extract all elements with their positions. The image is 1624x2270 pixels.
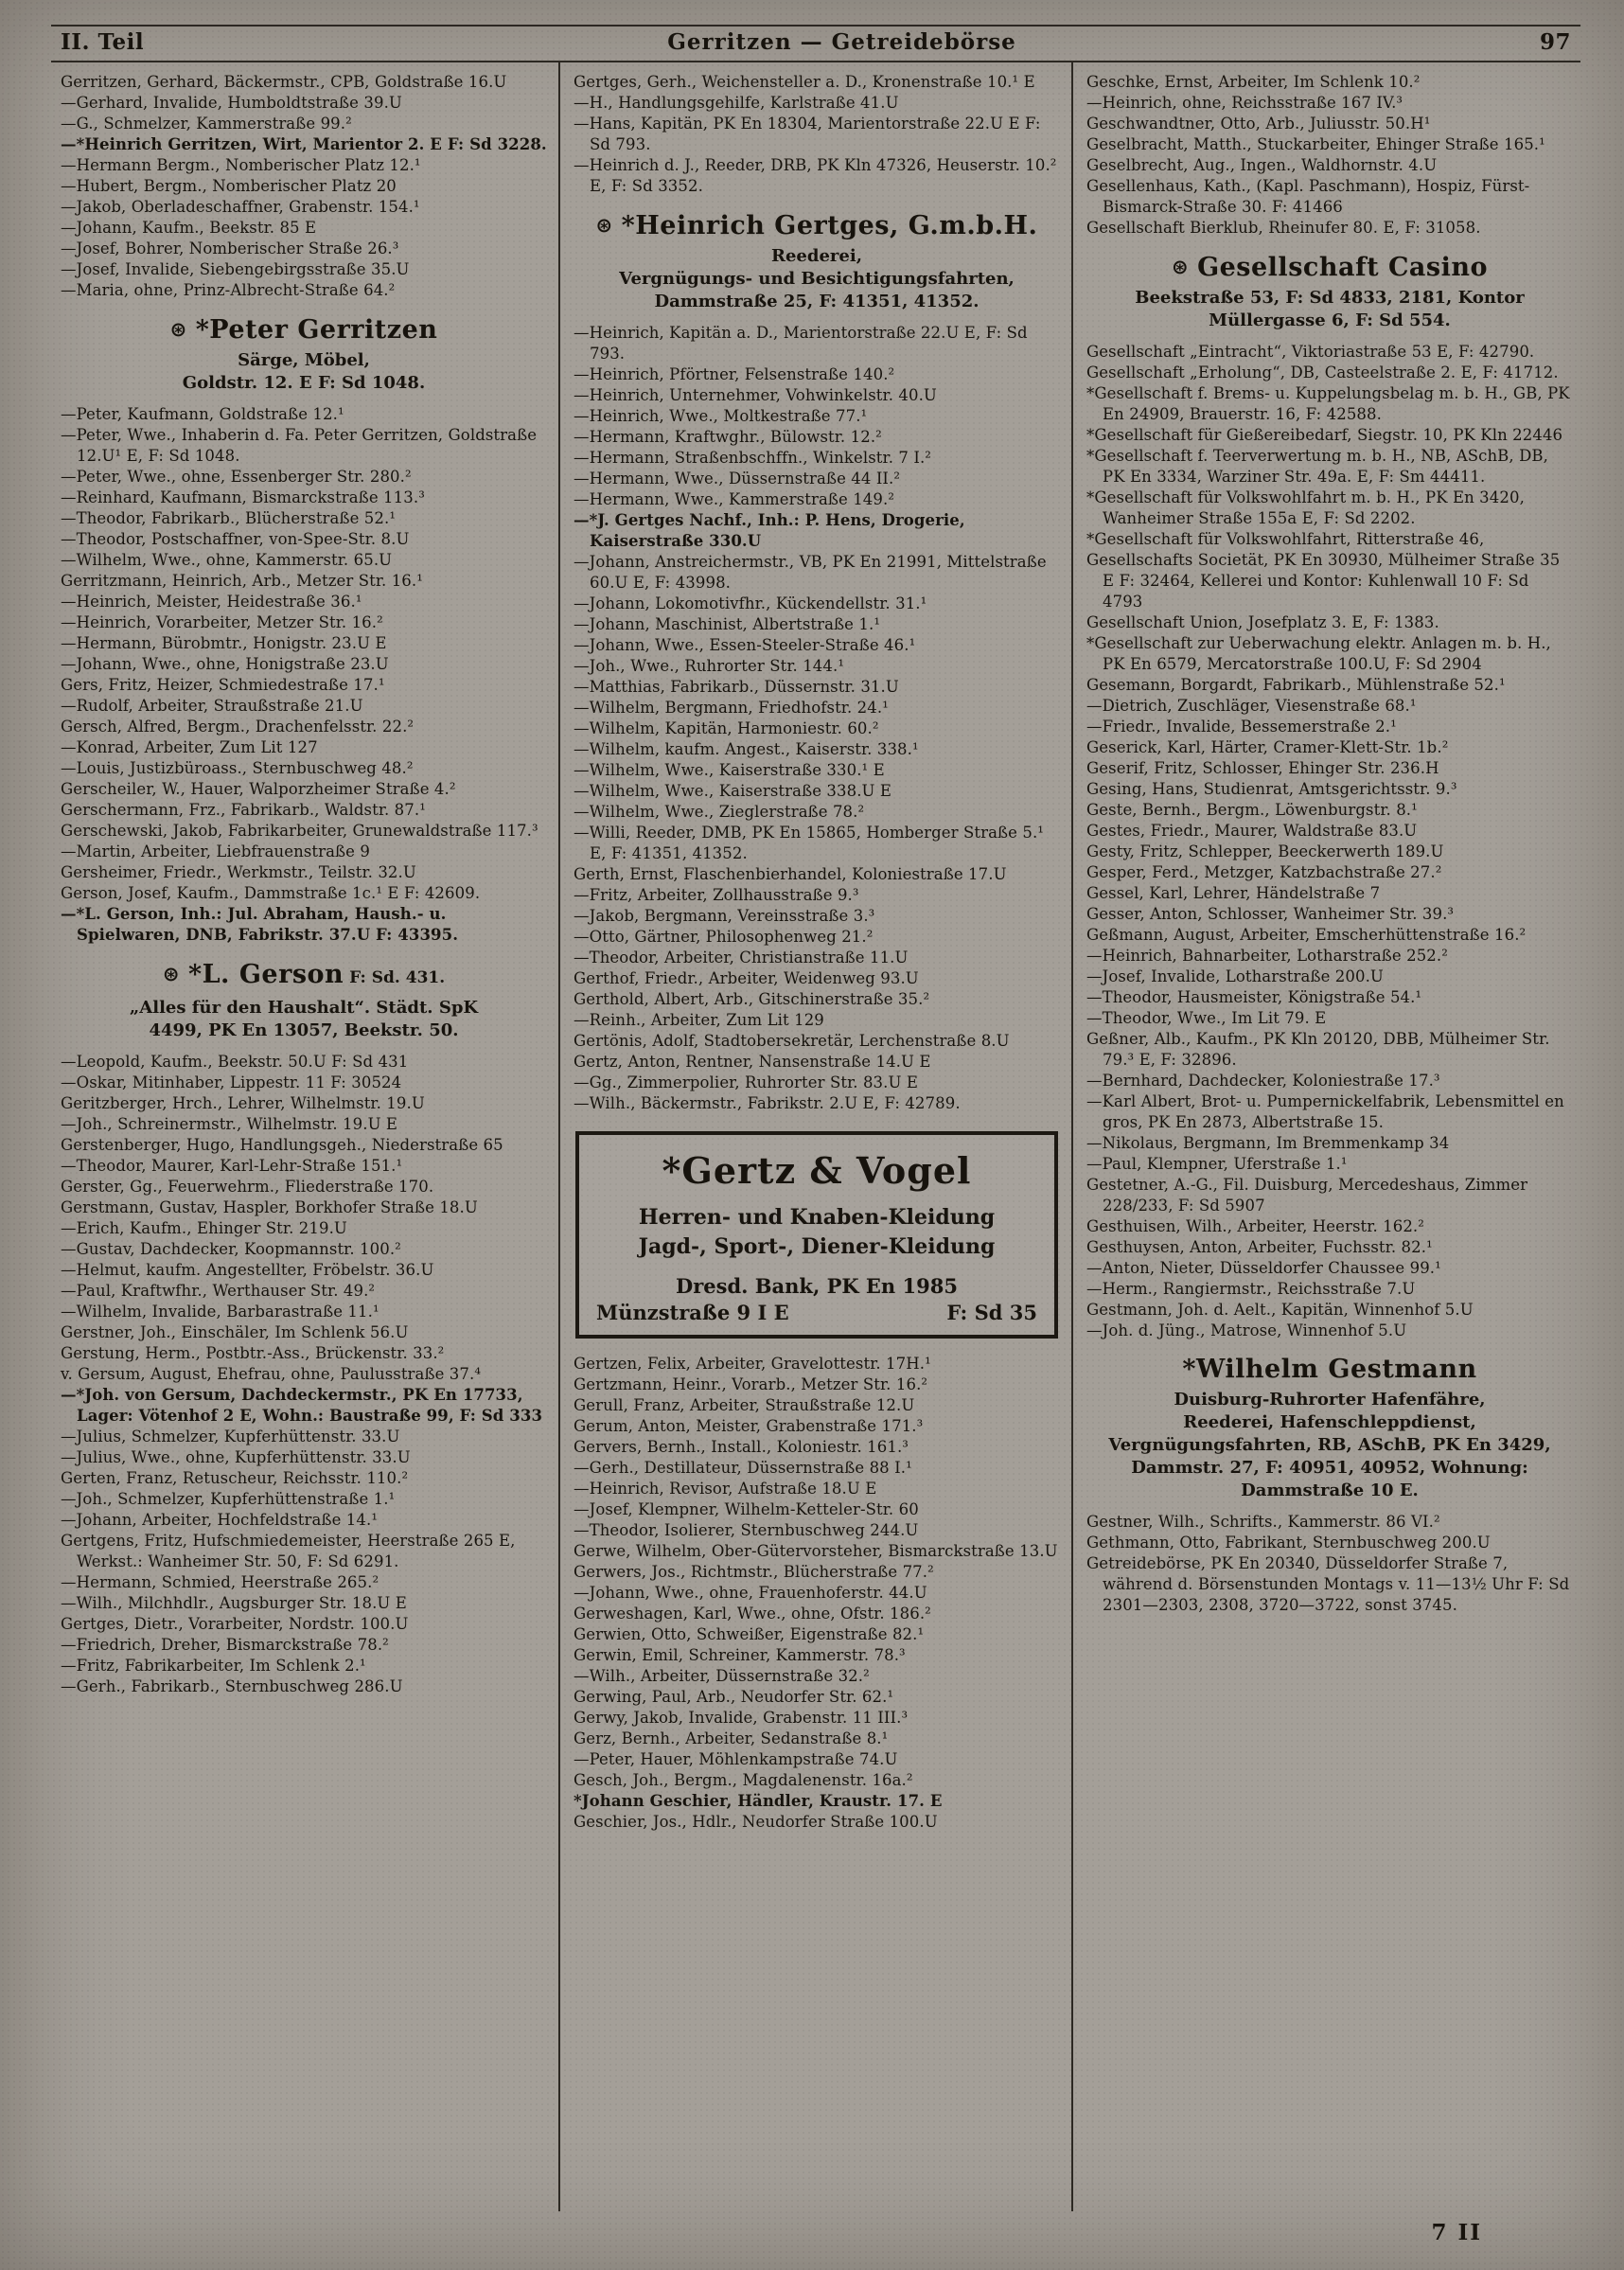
directory-entry: Gesthuysen, Anton, Arbeiter, Fuchsstr. 82.¹ [1086, 1238, 1433, 1256]
directory-entry: —Joh., Schreinermstr., Wilhelmstr. 19.U E [61, 1115, 398, 1133]
directory-entry: Gestner, Wilh., Schrifts., Kammerstr. 86 VI.² [1086, 1513, 1440, 1531]
directory-entry: Gesch, Joh., Bergm., Magdalenenstr. 16a.² [574, 1771, 913, 1789]
directory-entry: Gestmann, Joh. d. Aelt., Kapitän, Winnenhof 5.U [1086, 1301, 1474, 1319]
advertiser-detail: Dammstr. 27, F: 40951, 40952, Wohnung: [1131, 1458, 1528, 1478]
directory-entry: Geste, Bernh., Bergm., Löwenburgstr. 8.¹ [1086, 801, 1418, 819]
directory-entry: —Joh., Schmelzer, Kupferhüttenstraße 1.¹ [61, 1490, 396, 1508]
directory-entry: —Josef, Invalide, Lotharstraße 200.U [1086, 967, 1384, 985]
directory-entry: —*L. Gerson, Inh.: Jul. Abraham, Haush.- u. Spielwaren, DNB, Fabrikstr. 37.U F: 43395. [61, 905, 459, 944]
directory-entry: —Heinrich, Pförtner, Felsenstraße 140.² [574, 365, 895, 383]
directory-entry: —Dietrich, Zuschläger, Viesenstraße 68.¹ [1086, 697, 1417, 715]
directory-entry: Gers, Fritz, Heizer, Schmiedestraße 17.¹ [61, 676, 385, 694]
directory-entry: Gerthof, Friedr., Arbeiter, Weidenweg 93.U [574, 969, 919, 987]
ad-box [575, 1131, 1058, 1339]
advertiser-detail: Dammstraße 25, F: 41351, 41352. [654, 292, 980, 311]
column-middle [558, 62, 1071, 2211]
page-number: 97 [1539, 29, 1571, 55]
directory-entry: —Heinrich, Bahnarbeiter, Lotharstraße 252.² [1086, 947, 1448, 965]
directory-entry: —Josef, Klempner, Wilhelm-Ketteler-Str. 60 [574, 1500, 919, 1518]
directory-entry: —Hermann, Wwe., Kammerstraße 149.² [574, 490, 895, 508]
directory-entry: —Wilh., Arbeiter, Düssernstraße 32.² [574, 1667, 870, 1685]
directory-entry: —Josef, Bohrer, Nomberischer Straße 26.³ [61, 239, 399, 257]
directory-entry: Gethmann, Otto, Fabrikant, Sternbuschweg 200.U [1086, 1534, 1491, 1552]
directory-columns [47, 62, 1584, 2211]
directory-entry: Gerstner, Joh., Einschäler, Im Schlenk 56.U [61, 1323, 409, 1341]
advertiser-title-line [574, 210, 1060, 241]
directory-entry: Gerstmann, Gustav, Haspler, Borkhofer Straße 18.U [61, 1198, 478, 1216]
directory-entry: Gesellschaft Bierklub, Rheinufer 80. E, F: 31058. [1086, 219, 1481, 237]
directory-entry: —Wilhelm, Bergmann, Friedhofstr. 24.¹ [574, 699, 889, 717]
directory-entry: —Heinrich, Wwe., Moltkestraße 77.¹ [574, 407, 868, 425]
directory-entry: —Nikolaus, Bergmann, Im Bremmenkamp 34 [1086, 1134, 1450, 1152]
directory-entry: —Reinh., Arbeiter, Zum Lit 129 [574, 1011, 824, 1029]
directory-entry: —Hermann, Kraftwghr., Bülowstr. 12.² [574, 428, 882, 446]
directory-entry: Getreidebörse, PK En 20340, Düsseldorfer Straße 7, während d. Börsenstunden Montags v. 11—13½ Uhr F: Sd 2301—2303, 2308, 3720—3722, sonst 3745. [1086, 1554, 1570, 1614]
directory-entry: Gesing, Hans, Studienrat, Amtsgerichtsstr. 9.³ [1086, 780, 1457, 798]
ad-title: *Gertz & Vogel [662, 1149, 972, 1192]
directory-entry: —Bernhard, Dachdecker, Koloniestraße 17.³ [1086, 1072, 1440, 1090]
directory-entry: Gerschermann, Frz., Fabrikarb., Waldstr. 87.¹ [61, 801, 426, 819]
directory-entry: *Gesellschaft f. Teerverwertung m. b. H., NB, ASchB, DB, PK En 3334, Warziner Str. 49a. E, F: Sm 44411. [1086, 447, 1548, 486]
directory-entry: Gesper, Ferd., Metzger, Katzbachstraße 27.² [1086, 863, 1442, 881]
advertiser-title-line [61, 959, 547, 993]
advertiser-detail: „Alles für den Haushalt“. Städt. SpK [129, 998, 479, 1018]
directory-entry: —Hans, Kapitän, PK En 18304, Marientorstraße 22.U E F: Sd 793. [574, 115, 1041, 153]
directory-entry: —Reinhard, Kaufmann, Bismarckstraße 113.³ [61, 488, 425, 506]
directory-entry: —Theodor, Postschaffner, von-Spee-Str. 8.U [61, 530, 410, 548]
advertiser-detail: Müllergasse 6, F: Sd 554. [1209, 310, 1451, 330]
directory-entry: —*J. Gertges Nachf., Inh.: P. Hens, Drogerie, Kaiserstraße 330.U [574, 511, 965, 550]
directory-entry: Gerum, Anton, Meister, Grabenstraße 171.³ [574, 1417, 924, 1435]
directory-entry: —Theodor, Hausmeister, Königstraße 54.¹ [1086, 988, 1422, 1006]
advertiser-title-line [1086, 1355, 1573, 1385]
directory-entry: Gesellschaft Union, Josefplatz 3. E, F: 1383. [1086, 613, 1439, 631]
directory-entry: Gerwers, Jos., Richtmstr., Blücherstraße 77.² [574, 1563, 934, 1581]
directory-entry: Gerull, Franz, Arbeiter, Straußstraße 12.U [574, 1396, 915, 1414]
directory-entry: —Fritz, Fabrikarbeiter, Im Schlenk 2.¹ [61, 1657, 366, 1675]
directory-entry: —Hubert, Bergm., Nomberischer Platz 20 [61, 177, 397, 195]
directory-entry: Gesellschaft „Erholung“, DB, Casteelstraße 2. E, F: 41712. [1086, 364, 1559, 381]
directory-entry: —Gg., Zimmerpolier, Ruhrorter Str. 83.U E [574, 1073, 918, 1091]
section-label: II. Teil [61, 29, 145, 55]
directory-entry: —Joh. d. Jüng., Matrose, Winnenhof 5.U [1086, 1321, 1407, 1339]
directory-entry: Gerwin, Emil, Schreiner, Kammerstr. 78.³ [574, 1646, 906, 1664]
directory-entry: —Theodor, Maurer, Karl-Lehr-Straße 151.¹ [61, 1157, 403, 1175]
advertiser-detail: Reederei, Hafenschleppdienst, Vergnügungsfahrten, RB, ASchB, PK En 3429, [1108, 1412, 1551, 1455]
directory-entry: —Heinrich, Kapitän a. D., Marientorstraße 22.U E, F: Sd 793. [574, 324, 1028, 363]
directory-entry: —Friedrich, Dreher, Bismarckstraße 78.² [61, 1636, 389, 1654]
directory-entry: v. Gersum, August, Ehefrau, ohne, Paulusstraße 37.⁴ [61, 1365, 482, 1383]
directory-entry: Gerwien, Otto, Schweißer, Eigenstraße 82.¹ [574, 1625, 925, 1643]
directory-entry: Gerwy, Jakob, Invalide, Grabenstr. 11 III.³ [574, 1709, 909, 1727]
directory-entry: —Oskar, Mitinhaber, Lippestr. 11 F: 30524 [61, 1073, 402, 1091]
directory-entry: —Johann, Lokomotivfhr., Kückendellstr. 31.¹ [574, 594, 927, 612]
directory-entry: Gesty, Fritz, Schlepper, Beeckerwerth 189.U [1086, 842, 1444, 860]
directory-entry: Gesthuisen, Wilh., Arbeiter, Heerstr. 162.² [1086, 1217, 1424, 1235]
directory-entry: —Karl Albert, Brot- u. Pumpernickelfabrik, Lebensmittel en gros, PK En 2873, Albertstraße 15. [1086, 1092, 1564, 1131]
directory-entry: Geserif, Fritz, Schlosser, Ehinger Str. 236.H [1086, 759, 1439, 777]
ad-address-line [589, 1303, 1045, 1323]
directory-entry: —Martin, Arbeiter, Liebfrauenstraße 9 [61, 842, 370, 860]
directory-entry: —Hermann, Bürobmtr., Honigstr. 23.U E [61, 634, 387, 652]
directory-entry: Gessel, Karl, Lehrer, Händelstraße 7 [1086, 884, 1381, 902]
directory-entry: —Louis, Justizbüroass., Sternbuschweg 48.² [61, 759, 414, 777]
directory-entry: Geschier, Jos., Hdlr., Neudorfer Straße 100.U [574, 1813, 938, 1831]
directory-entry: *Gesellschaft f. Brems- u. Kuppelungsbelag m. b. H., GB, PK En 24909, Brauerstr. 16, F: 42588. [1086, 384, 1570, 423]
advertiser-heading [61, 959, 547, 1042]
directory-entry: Gertönis, Adolf, Stadtobersekretär, Lerchenstraße 8.U [574, 1032, 1010, 1050]
running-title: Gerritzen — Getreidebörse [667, 29, 1016, 55]
ad-line: Herren- und Knaben-Kleidung [638, 1205, 996, 1230]
directory-entry: —G., Schmelzer, Kammerstraße 99.² [61, 115, 352, 133]
directory-entry: —Paul, Kraftwfhr., Werthauser Str. 49.² [61, 1282, 376, 1300]
directory-entry: —Paul, Klempner, Uferstraße 1.¹ [1086, 1155, 1348, 1173]
ad-line: Jagd-, Sport-, Diener-Kleidung [638, 1234, 996, 1259]
directory-entry: —Johann, Wwe., ohne, Frauenhoferstr. 44.U [574, 1584, 927, 1602]
directory-entry: Gertzmann, Heinr., Vorarb., Metzer Str. 16.² [574, 1375, 928, 1393]
directory-entry: —*Heinrich Gerritzen, Wirt, Marientor 2. E F: Sd 3228. [61, 135, 547, 153]
advertiser-name: *L. Gerson [187, 960, 344, 989]
directory-entry: Gesellenhaus, Kath., (Kapl. Paschmann), Hospiz, Fürst-Bismarck-Straße 30. F: 41466 [1086, 177, 1530, 216]
directory-entry: —Theodor, Wwe., Im Lit 79. E [1086, 1009, 1327, 1027]
directory-entry: —Joh., Wwe., Ruhrorter Str. 144.¹ [574, 657, 845, 675]
directory-entry: Gesser, Anton, Schlosser, Wanheimer Str. 39.³ [1086, 905, 1455, 923]
advertiser-heading [1086, 252, 1573, 332]
advertiser-detail: Dammstraße 10 E. [1241, 1481, 1419, 1500]
directory-entry: Gerritzmann, Heinrich, Arb., Metzer Str. 16.¹ [61, 572, 423, 590]
directory-entry: Gerten, Franz, Retuscheur, Reichsstr. 110.² [61, 1469, 409, 1487]
directory-entry: —Julius, Wwe., ohne, Kupferhüttenstr. 33.U [61, 1448, 411, 1466]
directory-entry: Gerstung, Herm., Postbtr.-Ass., Brückenstr. 33.² [61, 1344, 445, 1362]
ornament-icon: ⊛ [1171, 256, 1190, 278]
advertiser-phone: F: Sd. 431. [344, 968, 446, 987]
directory-entry: Geritzberger, Hrch., Lehrer, Wilhelmstr. 19.U [61, 1094, 425, 1112]
directory-entry: —Wilh., Milchhdlr., Augsburger Str. 18.U E [61, 1594, 407, 1612]
directory-entry: Gesellschaft „Eintracht“, Viktoriastraße 53 E, F: 42790. [1086, 343, 1535, 361]
directory-entry: —Heinrich, Unternehmer, Vohwinkelstr. 40.U [574, 386, 937, 404]
directory-entry: —Friedr., Invalide, Bessemerstraße 2.¹ [1086, 718, 1397, 736]
directory-entry: —Wilhelm, Wwe., Kaiserstraße 330.¹ E [574, 761, 885, 779]
directory-entry: —Theodor, Fabrikarb., Blücherstraße 52.¹ [61, 509, 397, 527]
directory-entry: —Helmut, kaufm. Angestellter, Fröbelstr. 36.U [61, 1261, 434, 1279]
advertiser-detail: Beekstraße 53, F: Sd 4833, 2181, Kontor [1135, 288, 1525, 308]
directory-entry: Geselbracht, Matth., Stuckarbeiter, Ehinger Straße 165.¹ [1086, 135, 1545, 153]
directory-entry: Gerz, Bernh., Arbeiter, Sedanstraße 8.¹ [574, 1729, 889, 1747]
page-header [51, 25, 1580, 62]
directory-entry: Gertges, Gerh., Weichensteller a. D., Kronenstraße 10.¹ E [574, 73, 1035, 91]
directory-entry: Gerstenberger, Hugo, Handlungsgeh., Niederstraße 65 [61, 1136, 503, 1154]
advertiser-heading [574, 210, 1060, 313]
directory-entry: Gersch, Alfred, Bergm., Drachenfelsstr. 22.² [61, 718, 415, 736]
advertiser-heading [61, 314, 547, 395]
ad-bank-line: Dresd. Bank, PK En 1985 [676, 1274, 958, 1298]
ornament-icon: ⊛ [169, 318, 187, 341]
directory-entry: —Gerhard, Invalide, Humboldtstraße 39.U [61, 94, 402, 112]
directory-entry: Gesemann, Borgardt, Fabrikarb., Mühlenstraße 52.¹ [1086, 676, 1506, 694]
directory-entry: Gertges, Dietr., Vorarbeiter, Nordstr. 100.U [61, 1615, 409, 1633]
directory-entry: Gesellschafts Societät, PK En 30930, Mülheimer Straße 35 E F: 32464, Kellerei und Kontor: Kuhlenwall 10 F: Sd 4793 [1086, 551, 1561, 611]
directory-entry: Gervers, Bernh., Install., Koloniestr. 161.³ [574, 1438, 909, 1456]
directory-entry: —Konrad, Arbeiter, Zum Lit 127 [61, 738, 318, 756]
directory-entry: Geserick, Karl, Härter, Cramer-Klett-Str. 1b.² [1086, 738, 1449, 756]
advertiser-detail: Reederei, [771, 246, 862, 266]
ad-address: Münzstraße 9 I E [596, 1301, 789, 1324]
advertiser-detail: 4499, PK En 13057, Beekstr. 50. [149, 1020, 459, 1040]
directory-entry: —Wilhelm, Wwe., Zieglerstraße 78.² [574, 803, 865, 821]
directory-entry: —Johann, Wwe., ohne, Honigstraße 23.U [61, 655, 389, 673]
advertiser-detail: Särge, Möbel, [238, 350, 370, 370]
advertiser-detail: Goldstr. 12. E F: Sd 1048. [182, 373, 426, 393]
directory-entry: Geßmann, August, Arbeiter, Emscherhüttenstraße 16.² [1086, 926, 1527, 944]
advertiser-name: *Heinrich Gertges, G.m.b.H. [621, 211, 1038, 240]
advertiser-title-line [61, 314, 547, 346]
directory-entry: —Peter, Hauer, Möhlenkampstraße 74.U [574, 1750, 898, 1768]
directory-entry: Gestetner, A.-G., Fil. Duisburg, Mercedeshaus, Zimmer 228/233, F: Sd 5907 [1086, 1176, 1528, 1215]
directory-entry: —*Joh. von Gersum, Dachdeckermstr., PK En 17733, Lager: Vötenhof 2 E, Wohn.: Baustraße 99, F: Sd 333 [61, 1386, 543, 1425]
signature-mark: 7 II [1431, 2220, 1482, 2245]
directory-entry: *Gesellschaft für Volkswohlfahrt, Ritterstraße 46, [1086, 530, 1485, 548]
directory-entry: Gerscheiler, W., Hauer, Walporzheimer Straße 4.² [61, 780, 456, 798]
column-right [1071, 62, 1584, 2211]
directory-entry: —Hermann, Schmied, Heerstraße 265.² [61, 1573, 380, 1591]
directory-entry: —Wilhelm, Invalide, Barbarastraße 11.¹ [61, 1303, 380, 1321]
advertiser-detail: Duisburg-Ruhrorter Hafenfähre, [1174, 1390, 1486, 1410]
directory-entry: Geßner, Alb., Kaufm., PK Kln 20120, DBB, Mülheimer Str. 79.³ E, F: 32896. [1086, 1030, 1550, 1069]
directory-entry: —Erich, Kaufm., Ehinger Str. 219.U [61, 1219, 347, 1237]
directory-entry: —Jakob, Oberladeschaffner, Grabenstr. 154.¹ [61, 198, 420, 216]
directory-entry: Gerthold, Albert, Arb., Gitschinerstraße 35.² [574, 990, 930, 1008]
directory-entry: Gerson, Josef, Kaufm., Dammstraße 1c.¹ E F: 42609. [61, 884, 481, 902]
directory-entry: —Heinrich d. J., Reeder, DRB, PK Kln 47326, Heuserstr. 10.² E, F: Sd 3352. [574, 156, 1057, 195]
advertiser-name: *Peter Gerritzen [195, 315, 438, 345]
advertiser-title-line [1086, 252, 1573, 283]
directory-entry: —Peter, Wwe., Inhaberin d. Fa. Peter Gerritzen, Goldstraße 12.U¹ E, F: Sd 1048. [61, 426, 538, 465]
directory-entry: Geselbrecht, Aug., Ingen., Waldhornstr. 4.U [1086, 156, 1438, 174]
directory-entry: —Leopold, Kaufm., Beekstr. 50.U F: Sd 431 [61, 1053, 409, 1071]
directory-entry: —Anton, Nieter, Düsseldorfer Chaussee 99.¹ [1086, 1259, 1441, 1277]
directory-entry: —Johann, Kaufm., Beekstr. 85 E [61, 219, 317, 237]
directory-entry: —Heinrich, ohne, Reichsstraße 167 IV.³ [1086, 94, 1403, 112]
directory-entry: —Wilhelm, Wwe., ohne, Kammerstr. 65.U [61, 551, 393, 569]
directory-entry: Gerth, Ernst, Flaschenbierhandel, Koloniestraße 17.U [574, 865, 1007, 883]
directory-entry: —Fritz, Arbeiter, Zollhausstraße 9.³ [574, 886, 859, 904]
ornament-icon: ⊛ [162, 963, 180, 985]
ad-phone: F: Sd 35 [946, 1301, 1037, 1324]
directory-entry: —Herm., Rangiermstr., Reichsstraße 7.U [1086, 1280, 1416, 1298]
directory-entry: Gestes, Friedr., Maurer, Waldstraße 83.U [1086, 822, 1418, 840]
column-left [47, 62, 558, 2211]
directory-entry: —Hermann, Wwe., Düssernstraße 44 II.² [574, 470, 901, 488]
directory-entry: —Willi, Reeder, DMB, PK En 15865, Homberger Straße 5.¹ E, F: 41351, 41352. [574, 824, 1045, 862]
directory-entry: —Gerh., Destillateur, Düssernstraße 88 I.¹ [574, 1459, 912, 1477]
advertiser-detail: Vergnügungs- und Besichtigungsfahrten, [619, 269, 1015, 289]
directory-entry: —Johann, Arbeiter, Hochfeldstraße 14.¹ [61, 1511, 379, 1529]
directory-entry: Gerwe, Wilhelm, Ober-Gütervorsteher, Bismarckstraße 13.U [574, 1542, 1058, 1560]
directory-entry: —Wilhelm, Wwe., Kaiserstraße 338.U E [574, 782, 892, 800]
directory-entry: Gerweshagen, Karl, Wwe., ohne, Ofstr. 186.² [574, 1605, 931, 1623]
directory-entry: —Gustav, Dachdecker, Koopmannstr. 100.² [61, 1240, 401, 1258]
directory-entry: —Hermann Bergm., Nomberischer Platz 12.¹ [61, 156, 421, 174]
directory-entry: Gertz, Anton, Rentner, Nansenstraße 14.U E [574, 1053, 931, 1071]
directory-entry: —Heinrich, Revisor, Aufstraße 18.U E [574, 1480, 877, 1498]
directory-entry: —Johann, Maschinist, Albertstraße 1.¹ [574, 615, 881, 633]
directory-entry: Gertgens, Fritz, Hufschmiedemeister, Heerstraße 265 E, Werkst.: Wanheimer Str. 50, F: Sd 6291. [61, 1532, 516, 1570]
directory-entry: —Peter, Kaufmann, Goldstraße 12.¹ [61, 405, 344, 423]
directory-entry: *Gesellschaft für Volkswohlfahrt m. b. H., PK En 3420, Wanheimer Straße 155a E, F: Sd 2202. [1086, 488, 1525, 527]
advertiser-name: *Wilhelm Gestmann [1182, 1355, 1477, 1384]
directory-entry: Gerster, Gg., Feuerwehrm., Fliederstraße 170. [61, 1178, 434, 1196]
directory-entry: —Otto, Gärtner, Philosophenweg 21.² [574, 928, 874, 946]
directory-entry: —Johann, Anstreichermstr., VB, PK En 21991, Mittelstraße 60.U E, F: 43998. [574, 553, 1047, 592]
directory-entry: Gerwing, Paul, Arb., Neudorfer Str. 62.¹ [574, 1688, 894, 1706]
advertiser-heading [1086, 1355, 1573, 1502]
directory-entry: —Jakob, Bergmann, Vereinsstraße 3.³ [574, 907, 875, 925]
directory-entry: —Josef, Invalide, Siebengebirgsstraße 35.U [61, 260, 410, 278]
directory-entry: Gerschewski, Jakob, Fabrikarbeiter, Grunewaldstraße 117.³ [61, 822, 538, 840]
directory-entry: —Wilhelm, kaufm. Angest., Kaiserstr. 338.¹ [574, 740, 919, 758]
directory-entry: —Gerh., Fabrikarb., Sternbuschweg 286.U [61, 1677, 403, 1695]
directory-entry: —Heinrich, Meister, Heidestraße 36.¹ [61, 593, 362, 611]
directory-entry: —Johann, Wwe., Essen-Steeler-Straße 46.¹ [574, 636, 916, 654]
directory-entry: —Theodor, Isolierer, Sternbuschweg 244.U [574, 1521, 919, 1539]
directory-entry: Gerritzen, Gerhard, Bäckermstr., CPB, Goldstraße 16.U [61, 73, 507, 91]
directory-entry: —Theodor, Arbeiter, Christianstraße 11.U [574, 949, 909, 967]
directory-entry: —Hermann, Straßenbschffn., Winkelstr. 7 I.² [574, 449, 932, 467]
directory-entry: —Maria, ohne, Prinz-Albrecht-Straße 64.² [61, 281, 396, 299]
directory-entry: —Heinrich, Vorarbeiter, Metzer Str. 16.² [61, 613, 383, 631]
directory-entry: —Wilhelm, Kapitän, Harmoniestr. 60.² [574, 719, 879, 737]
advertiser-name: Gesellschaft Casino [1197, 253, 1489, 282]
directory-entry: —Rudolf, Arbeiter, Straußstraße 21.U [61, 697, 363, 715]
directory-entry: —Wilh., Bäckermstr., Fabrikstr. 2.U E, F: 42789. [574, 1094, 961, 1112]
directory-entry: Gertzen, Felix, Arbeiter, Gravelottestr. 17H.¹ [574, 1355, 931, 1373]
directory-entry: —Matthias, Fabrikarb., Düssernstr. 31.U [574, 678, 899, 696]
directory-entry: *Gesellschaft für Gießereibedarf, Siegstr. 10, PK Kln 22446 [1086, 426, 1563, 444]
directory-entry: *Gesellschaft zur Ueberwachung elektr. Anlagen m. b. H., PK En 6579, Mercatorstraße 100.U, F: Sd 2904 [1086, 634, 1551, 673]
ornament-icon: ⊛ [595, 214, 613, 237]
directory-entry: Gersheimer, Friedr., Werkmstr., Teilstr. 32.U [61, 863, 416, 881]
directory-entry: Geschke, Ernst, Arbeiter, Im Schlenk 10.² [1086, 73, 1421, 91]
directory-entry: —Peter, Wwe., ohne, Essenberger Str. 280.² [61, 468, 412, 486]
directory-entry: —Julius, Schmelzer, Kupferhüttenstr. 33.U [61, 1428, 400, 1445]
directory-entry: Geschwandtner, Otto, Arb., Juliusstr. 50.H¹ [1086, 115, 1431, 133]
directory-entry: *Johann Geschier, Händler, Kraustr. 17. E [574, 1792, 943, 1810]
directory-entry: —H., Handlungsgehilfe, Karlstraße 41.U [574, 94, 899, 112]
